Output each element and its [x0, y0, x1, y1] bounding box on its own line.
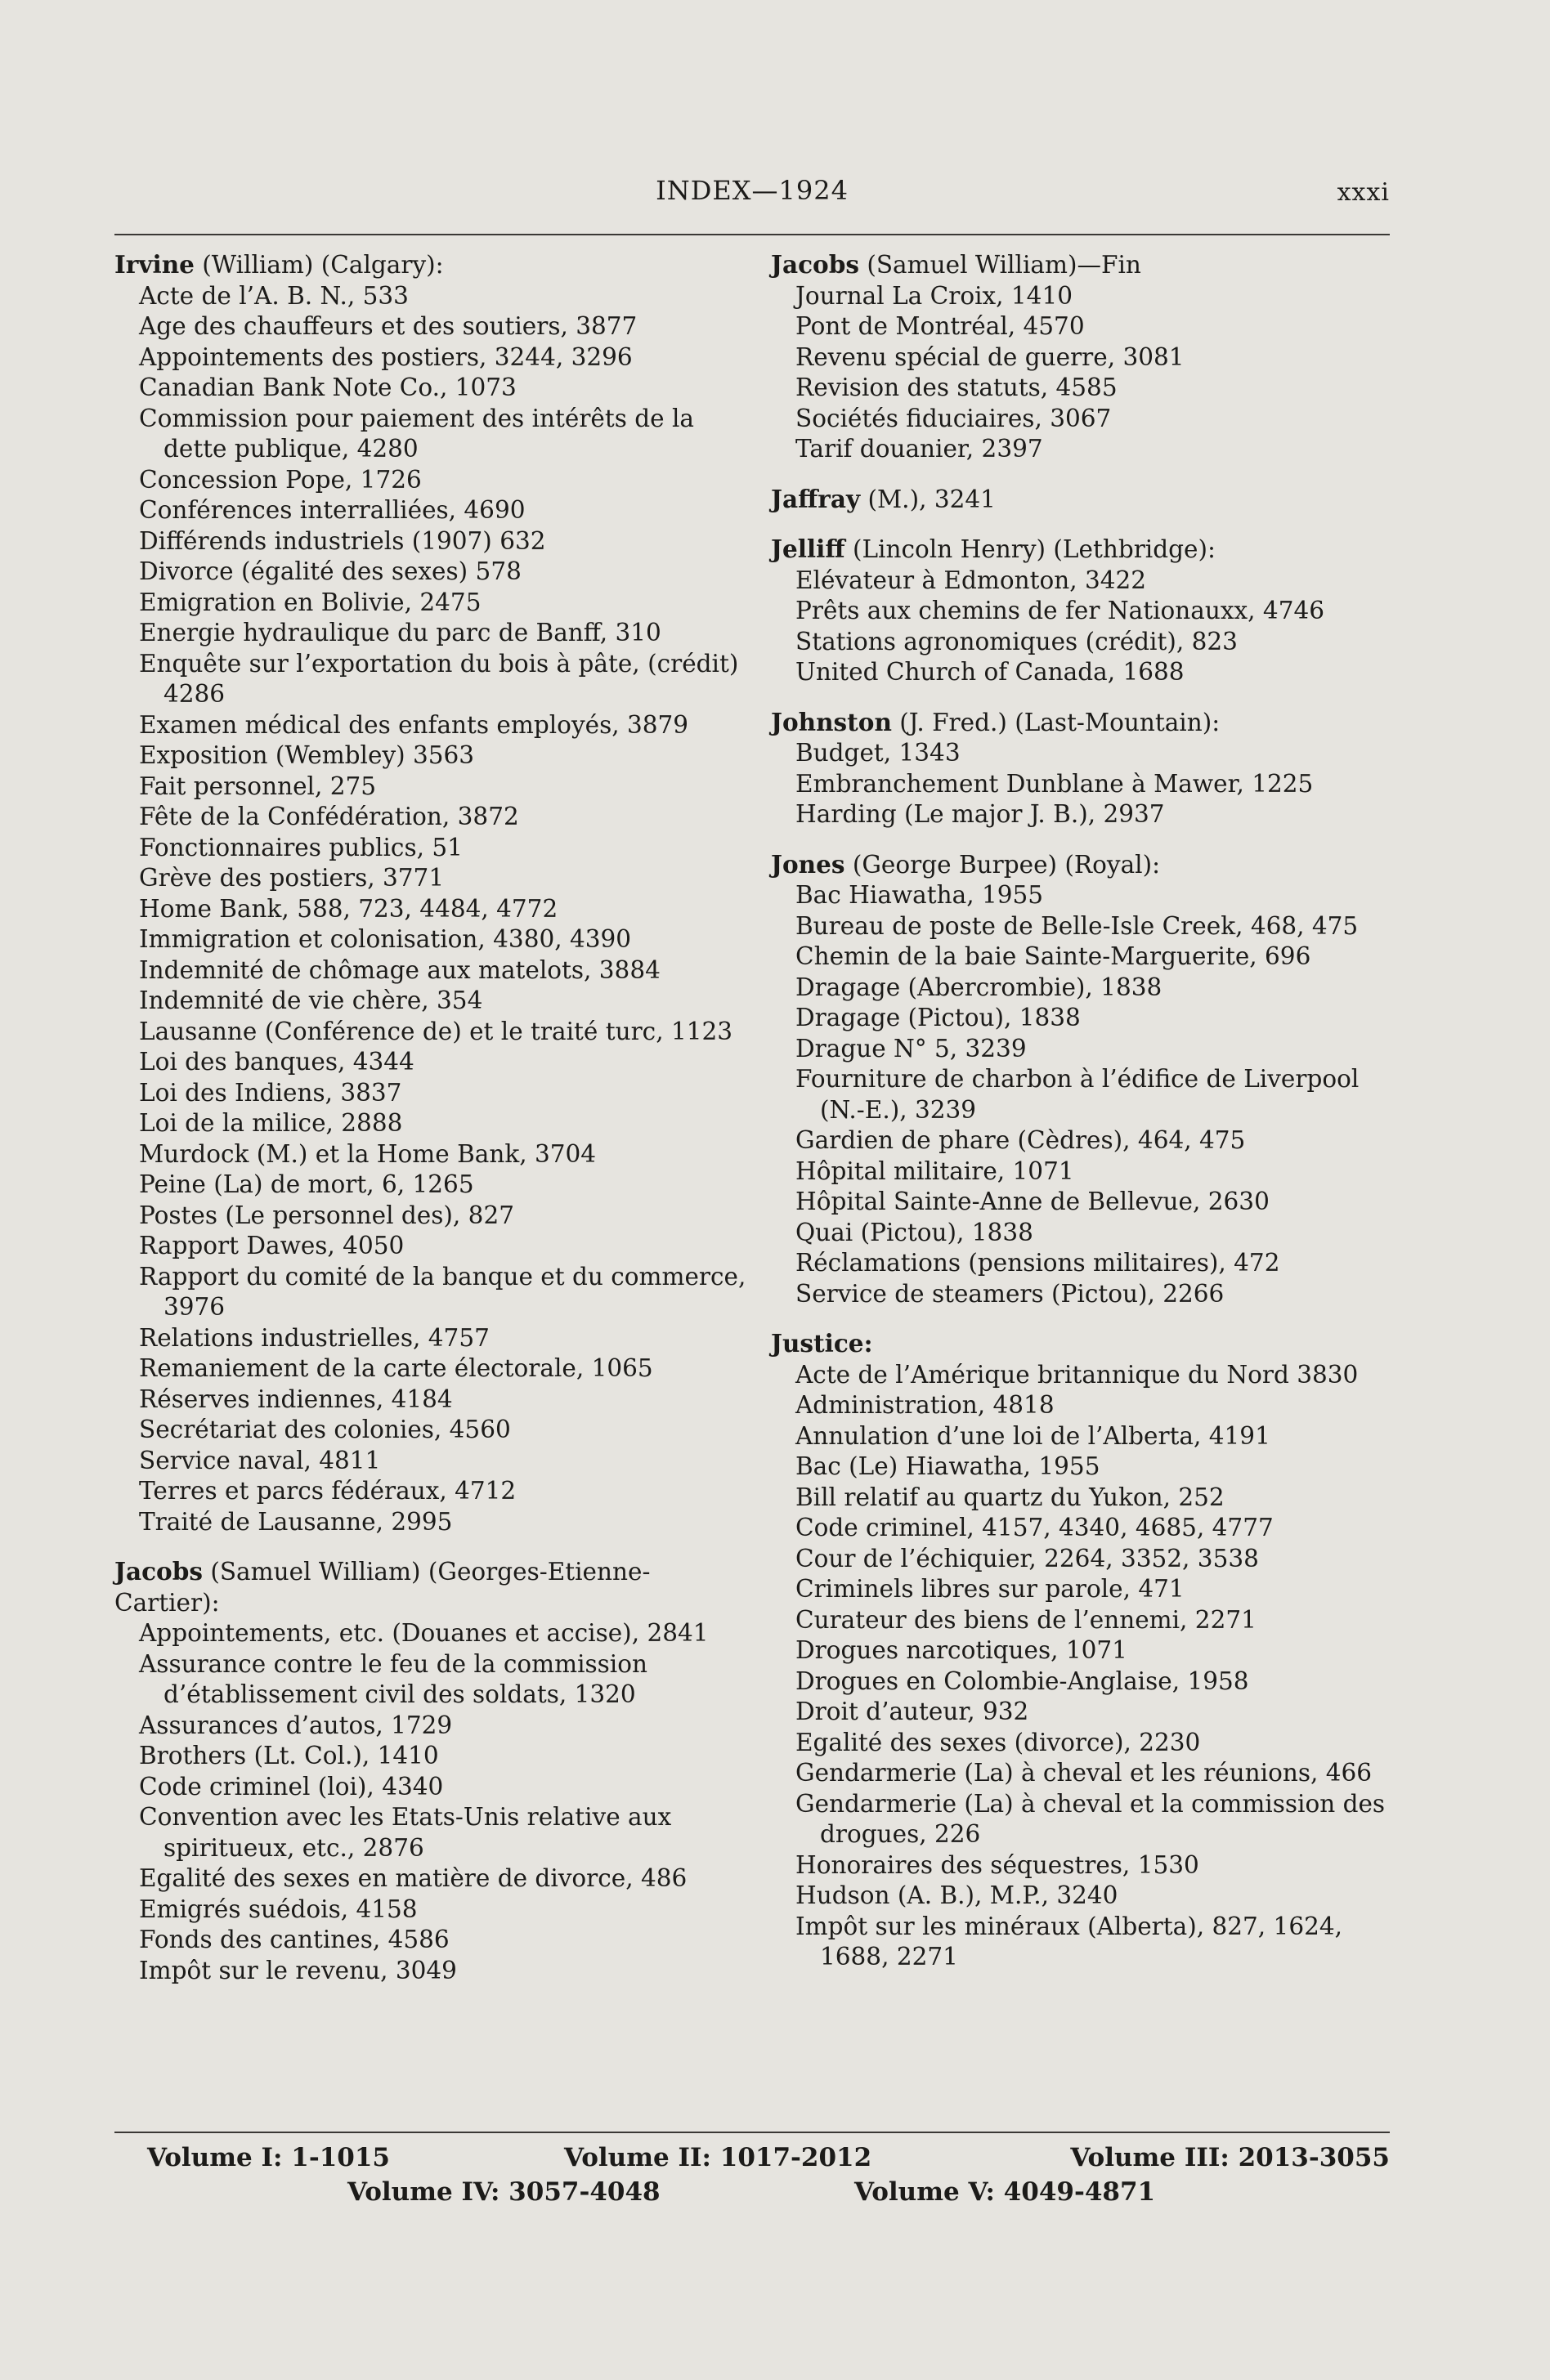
entry-heading — [771, 849, 1404, 881]
sub-entry: Enquête sur l’exportation du bois à pâte, (crédit) 4286 — [139, 649, 739, 708]
sub-entry: Cour de l’échiquier, 2264, 3352, 3538 — [795, 1544, 1259, 1572]
sub-entry: Divorce (égalité des sexes) 578 — [139, 557, 522, 585]
index-entry — [771, 707, 1404, 830]
sub-entry: Impôt sur les minéraux (Alberta), 827, 1624, 1688, 2271 — [795, 1912, 1343, 1971]
sub-entry: Quai (Pictou), 1838 — [795, 1218, 1033, 1246]
sub-entry: Concession Pope, 1726 — [139, 465, 422, 494]
sub-entry: Rapport du comité de la banque et du commerce, 3976 — [139, 1262, 746, 1321]
entry-name: Johnston — [771, 707, 892, 736]
sub-entry: Fonctionnaires publics, 51 — [139, 833, 463, 861]
sub-entry: Criminels libres sur parole, 471 — [795, 1575, 1185, 1603]
entry-heading — [771, 534, 1404, 566]
entry-heading — [771, 707, 1404, 739]
sub-entry: Acte de l’Amérique britannique du Nord 3830 — [795, 1360, 1359, 1389]
sub-entry: Sociétés fiduciaires, 3067 — [795, 404, 1112, 432]
sub-entry: Commission pour paiement des intérêts de la dette publique, 4280 — [139, 404, 694, 463]
entry-detail: (Lincoln Henry) (Lethbridge): — [844, 535, 1216, 563]
sub-entry: Assurances d’autos, 1729 — [139, 1711, 453, 1739]
sub-entry: Remaniement de la carte électorale, 1065 — [139, 1354, 653, 1382]
sub-entry: Appointements des postiers, 3244, 3296 — [139, 342, 633, 371]
entry-detail: (William) (Calgary): — [194, 251, 444, 279]
sub-entry: Brothers (Lt. Col.), 1410 — [139, 1742, 439, 1769]
sub-entry: Journal La Croix, 1410 — [795, 281, 1073, 310]
sub-entry: Hudson (A. B.), M.P., 3240 — [795, 1881, 1118, 1909]
sub-entry: Drague N° 5, 3239 — [795, 1034, 1027, 1062]
sub-entry: Bill relatif au quartz du Yukon, 252 — [795, 1483, 1225, 1511]
volume-range-2: Volume II: 1017-2012 — [564, 2143, 872, 2172]
index-entry — [114, 1556, 748, 1986]
entry-name: Jaffray — [771, 484, 861, 513]
sub-entry: Assurance contre le feu de la commission d’établissement civil des soldats, 1320 — [139, 1649, 647, 1708]
sub-entry: Hôpital Sainte-Anne de Bellevue, 2630 — [795, 1188, 1270, 1215]
sub-entry: Chemin de la baie Sainte-Marguerite, 696 — [795, 942, 1311, 970]
sub-entry: Examen médical des enfants employés, 3879 — [139, 710, 689, 739]
sub-entry: Gendarmerie (La) à cheval et la commission des drogues, 226 — [795, 1789, 1386, 1848]
footer-divider — [114, 2132, 1390, 2133]
entry-name: Justice: — [771, 1329, 873, 1358]
sub-entry: Convention avec les Etats-Unis relative aux spiritueux, etc., 2876 — [139, 1803, 672, 1862]
sub-entry: Conférences interralliées, 4690 — [139, 496, 526, 524]
entry-heading — [771, 249, 1404, 281]
sub-entry: Murdock (M.) et la Home Bank, 3704 — [139, 1139, 597, 1168]
sub-entry: Lausanne (Conférence de) et le traité turc, 1123 — [139, 1017, 733, 1045]
sub-entry: Réserves indiennes, 4184 — [139, 1385, 453, 1413]
sub-entry: Drogues en Colombie-Anglaise, 1958 — [795, 1666, 1249, 1695]
volume-range-1: Volume I: 1-1015 — [147, 2143, 390, 2172]
sub-entry: Gardien de phare (Cèdres), 464, 475 — [795, 1126, 1246, 1154]
entry-detail: (M.), 3241 — [860, 485, 996, 513]
entry-name: Jacobs — [771, 250, 859, 279]
volume-range-4: Volume IV: 3057-4048 — [347, 2177, 661, 2207]
sub-entry: Acte de l’A. B. N., 533 — [139, 281, 409, 310]
sub-entry: Dragage (Pictou), 1838 — [795, 1004, 1081, 1031]
sub-entry: Egalité des sexes (divorce), 2230 — [795, 1728, 1201, 1756]
sub-entry: Administration, 4818 — [795, 1391, 1055, 1419]
entry-heading — [114, 249, 748, 281]
sub-entry: Service de steamers (Pictou), 2266 — [795, 1279, 1225, 1308]
sub-entry: Fête de la Confédération, 3872 — [139, 803, 519, 830]
sub-entry: Droit d’auteur, 932 — [795, 1698, 1029, 1725]
sub-entry: Drogues narcotiques, 1071 — [795, 1636, 1127, 1664]
sub-entry: Immigration et colonisation, 4380, 4390 — [139, 925, 632, 953]
entry-heading — [771, 1328, 1404, 1360]
sub-entry: United Church of Canada, 1688 — [795, 658, 1185, 686]
sub-entry: Hôpital militaire, 1071 — [795, 1156, 1074, 1185]
volume-range-5: Volume V: 4049-4871 — [854, 2177, 1156, 2207]
sub-entry: Appointements, etc. (Douanes et accise), 2841 — [139, 1619, 709, 1647]
sub-entry: Harding (Le major J. B.), 2937 — [795, 800, 1165, 828]
index-entry — [771, 849, 1404, 1310]
sub-entry: Peine (La) de mort, 6, 1265 — [139, 1170, 474, 1198]
entry-name: Jones — [771, 849, 845, 879]
index-column-right — [771, 249, 1404, 1992]
sub-entry: Bac Hiawatha, 1955 — [795, 881, 1044, 909]
sub-entry: Energie hydraulique du parc de Banff, 310 — [139, 619, 661, 646]
sub-entry: Secrétariat des colonies, 4560 — [139, 1416, 511, 1443]
sub-entry: Loi des banques, 4344 — [139, 1048, 414, 1076]
sub-entry: Age des chauffeurs et des soutiers, 3877 — [139, 312, 638, 340]
sub-entry: Loi des Indiens, 3837 — [139, 1078, 402, 1107]
entry-heading — [114, 1556, 748, 1618]
sub-entry: Emigration en Bolivie, 2475 — [139, 588, 482, 616]
index-entry — [771, 534, 1404, 688]
sub-entry: Relations industrielles, 4757 — [139, 1323, 490, 1352]
sub-entry: Budget, 1343 — [795, 739, 961, 767]
index-entry — [114, 249, 748, 1537]
sub-entry: Egalité des sexes en matière de divorce, 486 — [139, 1864, 688, 1892]
sub-entry: Elévateur à Edmonton, 3422 — [795, 566, 1147, 594]
volume-range-3: Volume III: 2013-3055 — [1070, 2143, 1390, 2172]
sub-entry: Postes (Le personnel des), 827 — [139, 1201, 514, 1229]
sub-entry: Bac (Le) Hiawatha, 1955 — [795, 1452, 1100, 1480]
sub-entry: Dragage (Abercrombie), 1838 — [795, 973, 1162, 1001]
sub-entry: Stations agronomiques (crédit), 823 — [795, 627, 1238, 655]
sub-entry: Loi de la milice, 2888 — [139, 1109, 403, 1137]
page-number: xxxi — [1337, 178, 1390, 207]
sub-entry: Différends industriels (1907) 632 — [139, 526, 546, 555]
sub-entry: Revision des statuts, 4585 — [795, 374, 1118, 401]
entry-name: Jacobs — [114, 1557, 203, 1586]
sub-entry: Honoraires des séquestres, 1530 — [795, 1850, 1199, 1879]
entry-name: Jelliff — [771, 535, 845, 563]
sub-entry: Annulation d’une loi de l’Alberta, 4191 — [795, 1421, 1270, 1450]
entry-heading — [771, 484, 1404, 516]
page-title: INDEX—1924 — [656, 175, 849, 206]
sub-entry: Bureau de poste de Belle-Isle Creek, 468, 475 — [795, 911, 1359, 940]
index-column-left — [114, 249, 748, 2005]
sub-entry: Emigrés suédois, 4158 — [139, 1895, 418, 1923]
sub-entry: Fait personnel, 275 — [139, 772, 377, 800]
sub-entry: Indemnité de chômage aux matelots, 3884 — [139, 955, 661, 984]
sub-entry: Fourniture de charbon à l’édifice de Liverpool (N.-E.), 3239 — [795, 1065, 1360, 1124]
index-entry — [771, 1328, 1404, 1973]
sub-entry: Indemnité de vie chère, 354 — [139, 986, 483, 1014]
sub-entry: Traité de Lausanne, 2995 — [139, 1507, 453, 1536]
sub-entry: Prêts aux chemins de fer Nationauxx, 4746 — [795, 597, 1324, 624]
sub-entry: Pont de Montréal, 4570 — [795, 312, 1085, 340]
sub-entry: Code criminel, 4157, 4340, 4685, 4777 — [795, 1514, 1274, 1541]
entry-detail: (Samuel William)—Fin — [858, 251, 1141, 279]
sub-entry: Code criminel (loi), 4340 — [139, 1772, 444, 1801]
sub-entry: Tarif douanier, 2397 — [795, 435, 1043, 463]
sub-entry: Embranchement Dunblane à Mawer, 1225 — [795, 769, 1314, 798]
entry-detail: (J. Fred.) (Last-Mountain): — [891, 708, 1221, 736]
sub-entry: Revenu spécial de guerre, 3081 — [795, 342, 1185, 371]
sub-entry: Impôt sur le revenu, 3049 — [139, 1956, 457, 1984]
sub-entry: Curateur des biens de l’ennemi, 2271 — [795, 1605, 1257, 1634]
sub-entry: Grève des postiers, 3771 — [139, 864, 445, 892]
page-header — [114, 175, 1390, 216]
sub-entry: Réclamations (pensions militaires), 472 — [795, 1249, 1280, 1277]
sub-entry: Canadian Bank Note Co., 1073 — [139, 374, 517, 401]
header-divider — [114, 234, 1390, 235]
sub-entry: Rapport Dawes, 4050 — [139, 1232, 405, 1259]
sub-entry: Home Bank, 588, 723, 4484, 4772 — [139, 894, 558, 923]
sub-entry: Terres et parcs fédéraux, 4712 — [139, 1477, 517, 1505]
volume-footer — [114, 2143, 1390, 2217]
index-entry — [771, 484, 1404, 516]
sub-entry: Fonds des cantines, 4586 — [139, 1926, 450, 1953]
sub-entry: Service naval, 4811 — [139, 1446, 381, 1474]
sub-entry: Exposition (Wembley) 3563 — [139, 741, 475, 769]
entry-detail: (George Burpee) (Royal): — [844, 850, 1161, 879]
index-entry — [771, 249, 1404, 465]
entry-name: Irvine — [114, 250, 195, 279]
sub-entry: Gendarmerie (La) à cheval et les réunions, 466 — [795, 1759, 1373, 1787]
entry-detail: (Samuel William) (Georges-Etienne-Cartier): — [114, 1558, 651, 1617]
